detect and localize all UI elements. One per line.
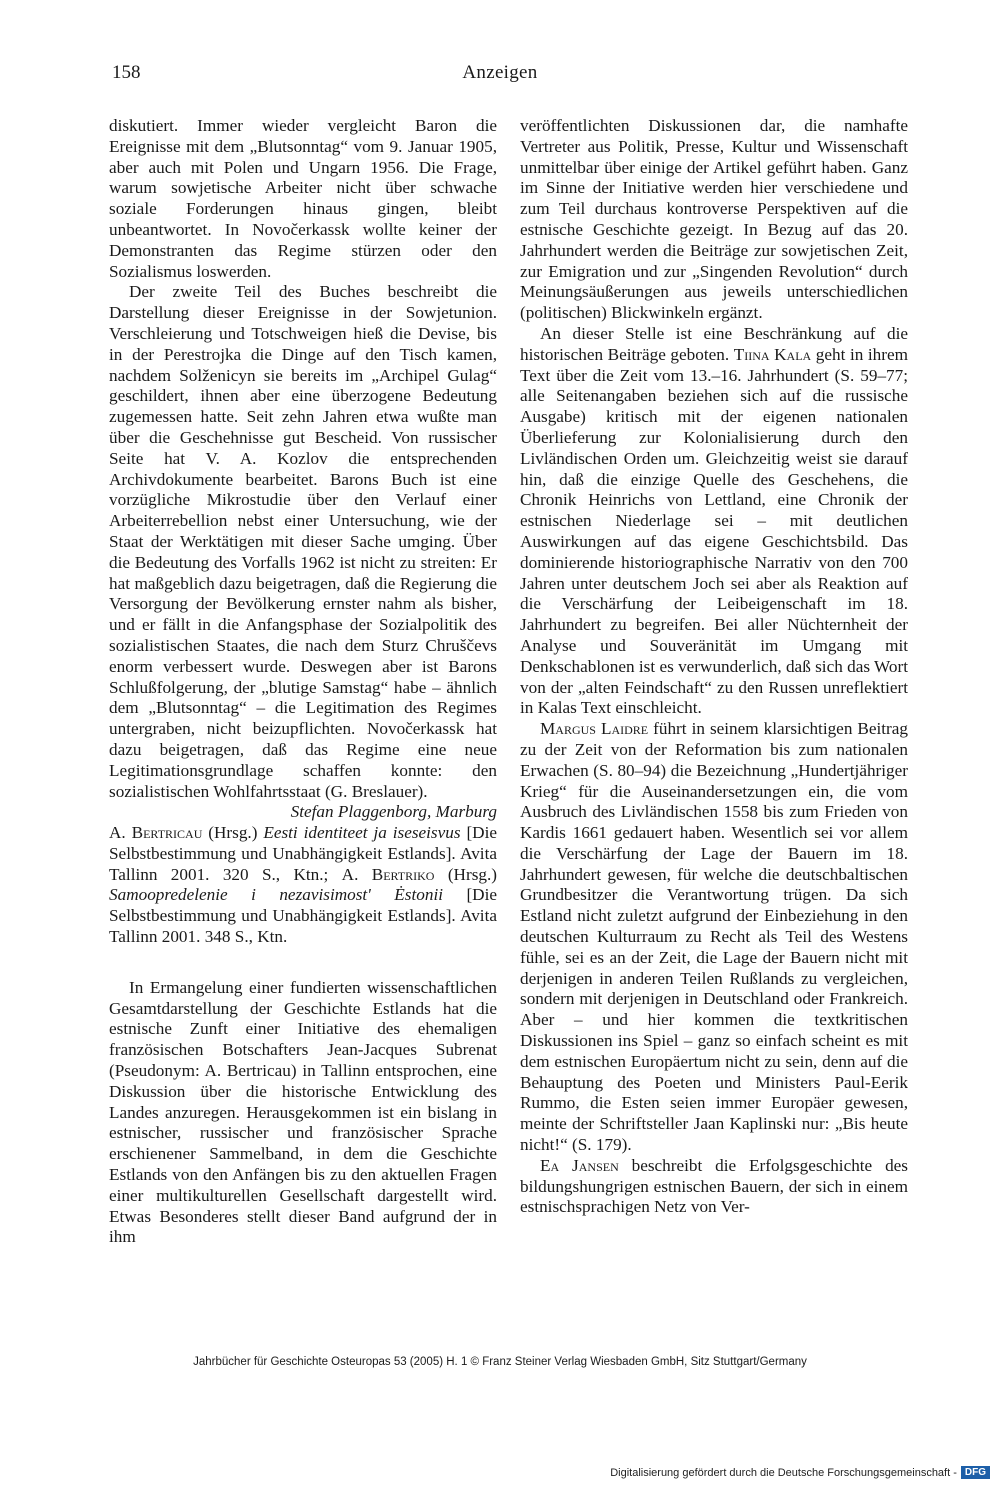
author-name-jansen: Ea Jansen bbox=[540, 1155, 619, 1175]
left-paragraph-1: diskutiert. Immer wieder vergleicht Baron die Ereignisse mit dem „Blutsonntag“ vom 9. Januar 1905, aber auch mit Polen und Ungarn 1956. Die Frage, warum sowjetische Arbeiter nicht über schwache soziale Forderungen hinaus gingen, bleibt unbeantwortet. In Novočerkassk wollte keiner der Demonstranten das Regime stürzen oder den Sozialismus loswerden. bbox=[109, 116, 497, 281]
author-name-laidre: Margus Laidre bbox=[540, 719, 649, 739]
section-spacer bbox=[109, 948, 497, 978]
biblio-part-2: [Die Selbstbestimmung und Unabhängigkeit Estlands]. Avita Tallinn 2001. 320 S., Ktn.; bbox=[109, 823, 497, 884]
running-head: Anzeigen bbox=[462, 62, 538, 83]
digitization-note bbox=[610, 1466, 990, 1479]
right-paragraph-4 bbox=[520, 1156, 908, 1218]
page-number: 158 bbox=[112, 62, 141, 83]
right-paragraph-1: veröffentlichten Diskussionen dar, die namhafte Vertreter aus Politik, Presse, Kultur und Wissenschaft unmittelbar über einige der Artikel geführt haben. Ganz im Sinne der Initiative werden hier verschiedene und zum Teil durchaus kontroverse Perspektiven auf die estnische Geschichte gezeigt. In Bezug auf das 20. Jahrhundert werden die Beiträge zur sowjetischen Zeit, zur Emigration und zur „Singenden Revolution“ durch Meinungsäußerungen aus jeweils unterschiedlichen (politischen) Blickwinkeln ergänzt. bbox=[520, 116, 908, 323]
biblio-title-2: Samoopredelenie i nezavisimost' Ėstonii bbox=[109, 885, 444, 905]
biblio-part-4: [Die Selbstbestimmung und Unabhängigkeit Estlands]. Avita Tallinn 2001. 348 S., Ktn. bbox=[109, 885, 497, 947]
dfg-logo: DFG bbox=[961, 1466, 990, 1479]
author-name-kala: Tiina Kala bbox=[733, 344, 812, 364]
right-paragraph-3 bbox=[520, 719, 908, 1156]
bibliographic-entry bbox=[109, 823, 497, 948]
biblio-editor-1: A. Bertricau bbox=[109, 823, 203, 843]
right-paragraph-2-body: geht in ihrem Text über die Zeit vom 13.–16. Jahrhundert (S. 59–77; alle Seitenangaben beziehen sich auf die russische Ausgabe) kritisch mit der eigenen nationalen Überlieferung zur Kolonialisierung durch den Livländischen Orden um. Gleichzeitig weist sie darauf hin, daß die einzige Quelle des Geschehens, die Chronik Heinrichs von Lettland, eine Chronik der estnischen Niederlage sei – mit deutlichen Auswirkungen auf das eigene Geschichtsbild. Das dominierende historiographische Narrativ von den 700 Jahren unter deutschem Joch sei aber als Reaktion auf die Verschärfung der Leibeigenschaft im 18. Jahrhundert zu begreifen. Bei aller Nüchternheit der Analyse und Souveränität im Umgang mit Denkschablonen ist es verwunderlich, daß sich das Wort von der „alten Feindschaft“ zu den Russen unreflektiert in Kalas Text einschleicht. bbox=[520, 344, 908, 718]
biblio-title-1: Eesti identiteet ja iseseisvus bbox=[263, 823, 461, 843]
digitization-text: Digitalisierung gefördert durch die Deutsche Forschungsgemeinschaft - bbox=[610, 1466, 957, 1479]
left-column bbox=[109, 116, 497, 1248]
biblio-editor-2: A. Bertriko bbox=[341, 864, 435, 884]
right-paragraph-3-body: führt in seinem klarsichtigen Beitrag zu der Zeit von der Reformation bis zum nationalen Erwachen (S. 80–94) die Bezeichnung „Hundertjähriger Krieg“ für die Auseinandersetzungen ein, die vom Ausbruch des Livländischen 1558 bis zum Frieden von Kardis 1661 gedauert haben. Wesentlich sei vor allem die Verschärfung der Lage der Bauern im 18. Jahrhundert gewesen, für welche die deutschbaltischen Grundbesitzer die Verantwortung trügen. Da sich Estland nicht zuletzt aufgrund der Einbeziehung in den deutschen Kulturraum zu Recht als Teil des Westens fühle, sei es an der Zeit, die Lage der Bauern nicht mit derjenigen in anderen Teilen Rußlands zu vergleichen, sondern mit derjenigen in Deutschland oder Frankreich. Aber – und hier kommen die textkritischen Diskussionen ins Spiel – ganz so einfach scheint es mit dem estnischen Europäertum nicht zu sein, denn auf die Behauptung des Poeten und Ministers Paul-Eerik Rummo, die Esten seien immer Europäer gewesen, meinte der Schriftsteller Jaan Kaplinski nur: „Bis heute nicht!“ (S. 179). bbox=[520, 719, 909, 1155]
journal-citation: Jahrbücher für Geschichte Osteuropas 53 (2005) H. 1 © Franz Steiner Verlag Wiesbaden GmbH, Sitz Stuttgart/Germany bbox=[193, 1356, 807, 1368]
biblio-part-1: (Hrsg.) bbox=[202, 823, 264, 843]
right-paragraph-2 bbox=[520, 324, 908, 719]
right-paragraph-4-body: beschreibt die Erfolgsgeschichte des bildungshungrigen estnischen Bauern, der sich in einem estnischsprachigen Netz von Ver- bbox=[520, 1155, 908, 1217]
left-paragraph-3: In Ermangelung einer fundierten wissenschaftlichen Gesamtdarstellung der Geschichte Estlands hat die estnische Zunft einer Initiative des ehemaligen französischen Botschafters Jean-Jacques Subrenat (Pseudonym: A. Bertricau) in Tallinn entsprochen, eine Diskussion über die historische Entwicklung des Landes anzuregen. Herausgekommen ist ein bislang in estnischer, russischer und französischer Sprache erschienener Sammelband, in dem die Geschichte Estlands von den Anfängen bis zu den aktuellen Fragen einer multikulturellen Gesellschaft dargestellt wird. Etwas Besonderes stellt dieser Band aufgrund der in ihm bbox=[109, 977, 497, 1247]
left-paragraph-2: Der zweite Teil des Buches beschreibt die Darstellung dieser Ereignisse in der Sowjetunion. Verschleierung und Totschweigen hieß die Devise, bis in der Perestrojka die Dinge auf den Tisch kamen, nachdem Solženicyn sie bereits im „Archipel Gulag“ geschildert, ihnen aber eine überzogene Bedeutung zugemessen hatte. Seit zehn Jahren etwa wußte man über die Geschehnisse gut Bescheid. Von russischer Seite hat V. A. Kozlov die entsprechenden Archivdokumente bearbeitet. Barons Buch ist eine vorzügliche Mikrostudie über den Verlauf einer Arbeiterrebellion nebst einer Untersuchung, wie der Staat der Werktätigen mit dieser Sache umging. Über die Bedeutung des Vorfalls 1962 ist nicht zu streiten: Er hat maßgeblich dazu beigetragen, daß die Regierung die Versorgung der Bevölkerung ernster nahm als bisher, und er fällt in die Anfangsphase der Sozialpolitik des sozialistischen Staates, die nach dem Sturz Chruščevs enorm verbessert wurde. Deswegen aber ist Barons Schlußfolgerung, der „blutige Samstag“ habe – ähnlich dem „Blutsonntag“ – die Legitimation des Regimes untergraben, nicht beizupflichten. Novočerkassk hat dazu beigetragen, daß das Regime eine neue Legitimationsgrundlage schaffen konnte: den sozialistischen Wohlfahrtsstaat (G. Breslauer). bbox=[109, 282, 497, 801]
right-column bbox=[520, 116, 908, 1218]
right-paragraph-2-lead: An dieser Stelle ist eine Beschränkung auf die historischen Beiträge geboten. bbox=[520, 323, 908, 364]
review-signature: Stefan Plaggenborg, Marburg bbox=[290, 802, 497, 822]
biblio-part-3: (Hrsg.) bbox=[434, 864, 497, 884]
